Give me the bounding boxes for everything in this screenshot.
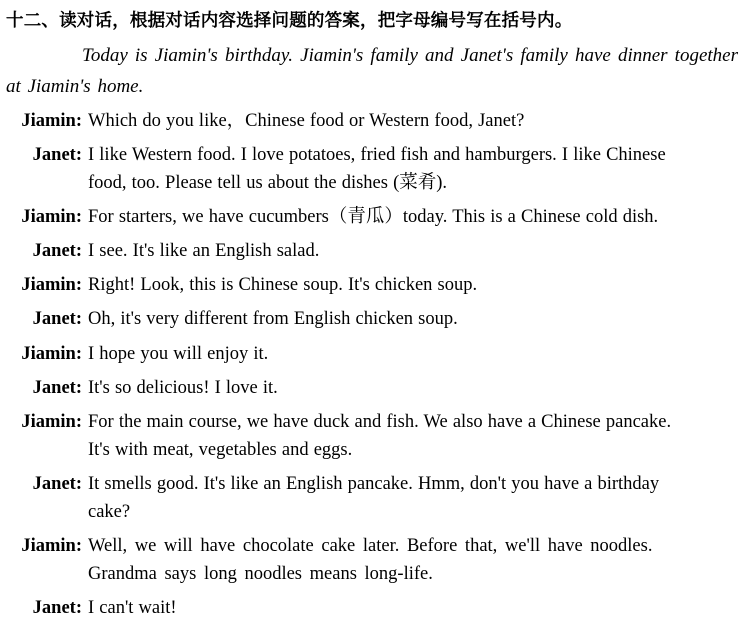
passage-intro-text: Today is Jiamin's birthday. Jiamin's family and Janet's family have dinner together at Jiamin's home.	[6, 45, 738, 98]
dialogue-line	[88, 203, 738, 231]
dialogue-turn	[4, 594, 738, 622]
dialogue-turn	[4, 374, 738, 402]
dialogue-line	[88, 107, 738, 135]
exercise-heading: 十二、读对话，根据对话内容选择问题的答案，把字母编号写在括号内。	[6, 11, 573, 31]
dialogue-turn	[4, 271, 738, 299]
speaker-label: Jiamin:	[21, 343, 82, 364]
dialogue-line-text: I can't wait!	[88, 598, 177, 619]
dialogue-line	[88, 532, 738, 588]
dialogue-turn	[4, 141, 738, 197]
speaker-label: Janet:	[32, 241, 82, 262]
passage-intro	[6, 41, 738, 103]
dialogue-line	[88, 594, 738, 622]
dialogue-line-text: Grandma says long noodles means long-life.	[88, 564, 433, 585]
speaker-label: Janet:	[32, 598, 82, 619]
dialogue-line-text: food, too. Please tell us about the dishes (菜肴).	[88, 173, 448, 193]
speaker-label: Janet:	[32, 144, 82, 165]
dialogue-turn	[4, 532, 738, 588]
dialogue-line-text: cake?	[88, 502, 131, 523]
dialogue-line-text: It smells good. It's like an English pancake. Hmm, don't you have a birthday	[88, 473, 660, 494]
dialogue-line	[88, 408, 738, 464]
dialogue-line-text: For starters, we have cucumbers（青瓜）today. This is a Chinese cold dish.	[88, 207, 659, 228]
dialogue-line-text: Right! Look, this is Chinese soup. It's chicken soup.	[88, 275, 478, 296]
speaker-label: Jiamin:	[21, 536, 82, 557]
dialogue-line-text: For the main course, we have duck and fish. We also have a Chinese pancake.	[88, 411, 672, 432]
dialogue-turn	[4, 470, 738, 526]
dialogue-line-text: It's with meat, vegetables and eggs.	[88, 439, 353, 460]
speaker-label: Jiamin:	[21, 411, 82, 432]
dialogue-line	[88, 374, 738, 402]
dialogue-list	[4, 107, 738, 623]
dialogue-turn	[4, 340, 738, 368]
dialogue-line	[88, 340, 738, 368]
dialogue-turn	[4, 408, 738, 464]
dialogue-turn	[4, 107, 738, 135]
dialogue-line	[88, 470, 738, 526]
dialogue-line	[88, 237, 738, 265]
dialogue-line-text: It's so delicious! I love it.	[88, 377, 278, 398]
speaker-label: Jiamin:	[21, 207, 82, 228]
dialogue-line	[88, 305, 738, 333]
speaker-label: Janet:	[32, 473, 82, 494]
dialogue-line-text: Well, we will have chocolate cake later. Before that, we'll have noodles.	[88, 536, 653, 557]
dialogue-line	[88, 141, 738, 197]
dialogue-line-text: Oh, it's very different from English chicken soup.	[88, 309, 458, 330]
speaker-label: Janet:	[32, 377, 82, 398]
speaker-label: Jiamin:	[21, 110, 82, 131]
dialogue-line	[88, 271, 738, 299]
dialogue-line-text: I hope you will enjoy it.	[88, 343, 269, 364]
dialogue-turn	[4, 203, 738, 231]
speaker-label: Janet:	[32, 309, 82, 330]
dialogue-line-text: I see. It's like an English salad.	[88, 241, 320, 262]
dialogue-turn	[4, 237, 738, 265]
dialogue-line-text: Which do you like，Chinese food or Western food, Janet?	[88, 110, 525, 131]
dialogue-turn	[4, 305, 738, 333]
dialogue-line-text: I like Western food. I love potatoes, fried fish and hamburgers. I like Chinese	[88, 144, 666, 165]
speaker-label: Jiamin:	[21, 275, 82, 296]
